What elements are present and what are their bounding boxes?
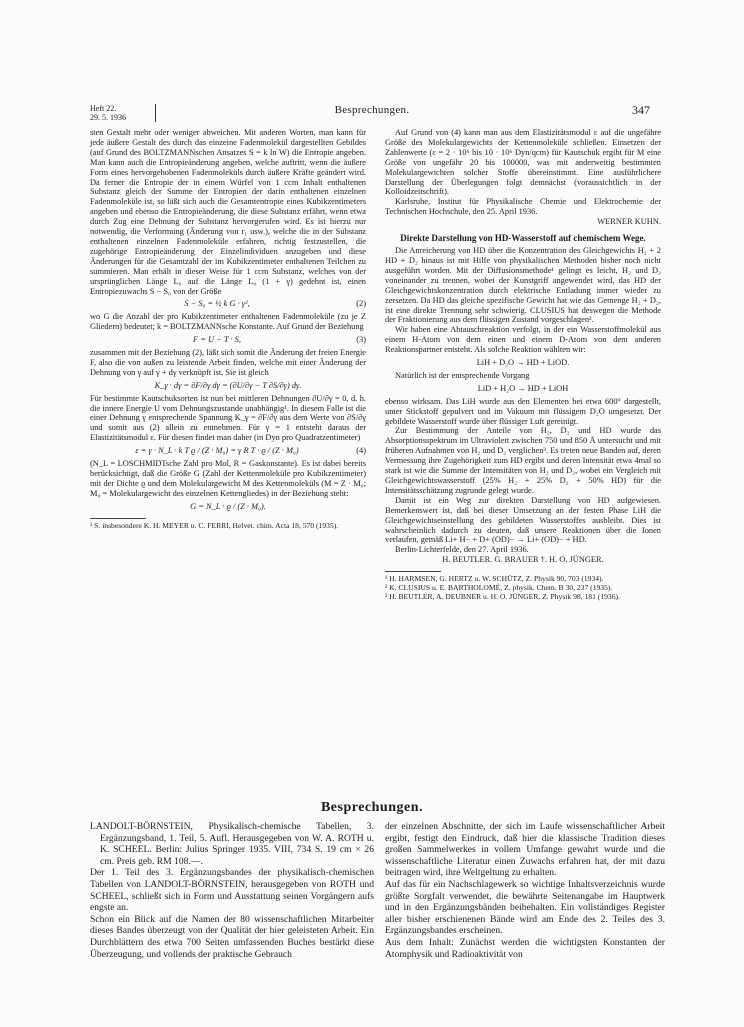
page-number: 347 bbox=[632, 103, 650, 117]
equation-5 bbox=[90, 502, 366, 512]
footnote: ¹ S. insbesondere K. H. MEYER u. C. FERRI, Helvet. chim. Acta 18, 570 (1935). bbox=[90, 520, 339, 530]
author-signature: H. BEUTLER. G. BRAUER †. H. O. JÜNGER. bbox=[442, 555, 604, 565]
author-signature: WERNER KUHN. bbox=[597, 217, 661, 227]
paragraph: Für bestimmte Kautschuksorten ist nun bei mittleren Dehnungen ∂U/∂γ = 0, d. h. die innere Energie U vom Dehnungszustande unabhängig¹. In diesem Falle ist die einer Dehnung γ entsprechende Spannung K_γ = ∂F/∂γ aus dem Werte von ∂S/∂γ und somit aus (2) allein zu entnehmen. Für γ = 1 entsteht daraus der Elastizitätsmodul ε. Für diesen findet man daher (in Dyn pro Quadratzentimeter) bbox=[90, 393, 366, 443]
footnote-rule bbox=[385, 571, 441, 572]
running-title: Besprechungen. bbox=[334, 104, 410, 116]
issue-date: 29. 5. 1936 bbox=[90, 113, 126, 122]
paragraph: ebenso wirksam. Das LiH wurde aus den Elementen bei etwa 600° dargestellt, unter Stickstoff gepulvert und im Vakuum mit flüssigem D₂O umgesetzt. Der gebildete Wasserstoff wurde über flüssiger Luft gereinigt. bbox=[385, 396, 661, 426]
paragraph: Zur Bestimmung der Anteile von H₂, D₂ und HD wurde das Absorptionsspektrum im Ultraviolett zwischen 750 und 850 Å untersucht und mit früheren Aufnahmen von H₂ und D₂ verglichen³. Es treten neue Banden auf, deren Vermessung ihre Zugehörigkeit zum HD ergibt und deren Intensität etwa 4mal so stark ist wie die Summe der Intensitäten von H₂ und D₂, wobei ein Vergleich mit Gleichgewichtswasserstoff (25% H₂ + 25% D₂ + 50% HD) für die Intensitätsschätzung zugrunde gelegt wurde. bbox=[385, 426, 661, 495]
right-column bbox=[385, 128, 661, 602]
paragraph: Auf Grund von (4) kann man aus dem Elastizitätsmodul ε auf die ungefähre Größe des Molekulargewichts der Kettenmoleküle schließen. Einsetzen der Zahlenwerte (ε = 2 · 10⁶ bis 10 · 10⁶ Dyn/qcm) für Kautschuk ergibt für M eine Größe von ungefähr 20 bis 100000, was mit anderweitig bestimmten Molekulargewichten solcher Stoffe übereinstimmt. Eine ausführlichere Darstellung der Überlegungen folgt demnächst (voraussichtlich in der Kolloidzeitschrift). bbox=[385, 128, 661, 197]
paragraph: Karlsruhe, Institut für Physikalische Chemie und Elektrochemie der Technischen Hochschule, den 25. April 1936. bbox=[385, 197, 661, 217]
equation-number: (2) bbox=[356, 299, 366, 309]
review-entry: LANDOLT-BÖRNSTEIN, Physikalisch-chemische Tabellen, 3. Ergänzungsband, 1. Teil, 5. Aufl. Herausgegeben von W. A. ROTH u. K. SCHEEL. Berlin: Julius Springer 1935. VIII, 734 S. 19 cm × 26 cm. Preis geb. RM 108.—. bbox=[90, 821, 374, 867]
paragraph: Wir haben eine Abtauschreaktion verfolgt, in der ein Wasserstoffmolekül aus einem H-Atom von dem einen und einem D-Atom von dem anderen Reaktionspartner entsteht. Als solche Reaktion wählten wir: bbox=[385, 325, 661, 355]
equation-4 bbox=[90, 446, 366, 456]
reaction-2: LiD + H₂O → HD + LiOH bbox=[477, 383, 569, 393]
paragraph: Aus dem Inhalt: Zunächst werden die wichtigsten Konstanten der Atomphysik und Radioaktivität von bbox=[385, 936, 665, 960]
paragraph: wo G die Anzahl der pro Kubikzentimeter enthaltenen Fadenmoleküle (zu je Z Gliedern) bedeutet; k = BOLTZMANNsche Konstante. Auf Grund der Beziehung bbox=[90, 312, 366, 332]
equation-body: S − S₀ = ½ k G · γ², bbox=[184, 299, 250, 309]
equation-k bbox=[90, 381, 366, 391]
equation-2 bbox=[90, 299, 366, 309]
review-left-column bbox=[90, 821, 374, 960]
paragraph: Natürlich ist der entsprechende Vorgang bbox=[395, 370, 530, 380]
paragraph: Die Anreicherung von HD über die Konzentration des Gleichgewichts H₂ + 2 HD + D₂ hinaus ist mit Hilfe von physikalischen Methoden bisher noch nicht ausgeführt worden. Mit der Diffusionsmethode¹ gelingt es leicht, H₂ und D₂ voneinander zu trennen, wobei der Kunstgriff angewendet wird, das HD der Gleichgewichtskonzentration durch elektrische Entladung immer wieder zu zersetzen. Da HD das gleiche spezifische Gewicht hat wie das Gemenge H₂ + D₂, ist eine direkte Trennung sehr schwierig. CLUSIUS hat deswegen die Methode der Fraktionierung aus dem flüssigen Zustand vorgeschlagen². bbox=[385, 246, 661, 325]
equation-number: (4) bbox=[356, 446, 366, 456]
paragraph: sten Gestalt mehr oder weniger abweichen. Mit anderen Worten, man kann für jede äußere Gestalt des durch das einzeine Fadenmolekül dargestellten Gebildes (auf Grund des BOLTZMANNschen Ansatzes S = k ln W) die Entropie angeben. Man kann auch die Entropieänderung angeben, welche auftritt, wenn die äußere Form eines hervorgehobenen Fadenmoleküls durch äußere Kräfte geändert wird. Da ferner die Entropie der in einem Würfel von 1 ccm Inhalt enthaltenen Substanz gleich der Summe der Entropien der darin enthaltenen einzelnen Fadenmoleküle ist, so läßt sich auch die Gesamtentropie eines Kubikzentimeters angeben und ebenso die Entropieänderung, die diese Substanz erfährt, wenn etwa durch Zug eine Dehnung der Substanz hervorgerufen wird. Es ist hierzu nur notwendig, die Verformung (Änderung von r₁ usw.), welche die in der Substanz enthaltenen einzelnen Fadenmoleküle erfahren, richtig festzustellen, die zugehörige Entropieänderung der Einzelindividuen anzugeben und diese Änderungen für die Gesamtzahl der im Kubikzentimeter enthaltenen Teilchen zu summieren. Man erhält in dieser Weise für 1 ccm Substanz, welches von der ursprünglichen Länge L₀ auf die Länge L₀ (1 + γ) gedehnt ist, einen Entropiezuwachs S − S₀ von der Größe bbox=[90, 128, 366, 296]
footnote: ³ H. BEUTLER, A. DEUBNER u. H. O. JÜNGER, Z. Physik 98, 181 (1936). bbox=[385, 591, 620, 601]
equation-body: K_γ · dγ = ∂F/∂γ dγ = (∂U/∂γ − T ∂S/∂γ) dγ. bbox=[154, 380, 302, 390]
section-title: Besprechungen. bbox=[320, 800, 424, 815]
paragraph: Damit ist ein Weg zur direkten Darstellung von HD aufgewiesen. Bemerkenswert ist, daß bei dieser Umsetzung an der festen Phase LiH die Gleichgewichtseinstellung des gebildeten Wasserstoffes ausbleibt. Dies ist wahrscheinlich dadurch zu deuten, daß unsere Reaktionen über die Ionen verlaufen, gemäß Li+ H− + D+ (OD)− → Li+ (OD)− + HD. bbox=[385, 495, 661, 545]
footnote: ¹ H. HARMSEN, G. HERTZ u. W. SCHÜTZ, Z. Physik 90, 703 (1934). bbox=[385, 574, 604, 584]
paragraph: Berlin-Lichterfelde, den 27. April 1936. bbox=[395, 545, 529, 555]
paragraph: Auf das für ein Nachschlagewerk so wichtige Inhaltsverzeichnis wurde größte Sorgfalt verwendet, die bewährte Seitenangabe im Hauptwerk und in den Ergänzungsbänden beibehalten. Ein vollständiges Register aller bisher erschienenen Bände wird am Ende des 2. Teiles des 3. Ergänzungsbandes erscheinen. bbox=[385, 878, 665, 937]
paragraph: Der 1. Teil des 3. Ergänzungsbandes der physikalisch-chemischen Tabellen von LANDOLT-BÖRNSTEIN, herausgegeben von ROTH und SCHEEL, schließt sich in Form und Ausstattung seinen Vorgängern aufs engste an. bbox=[90, 867, 374, 914]
equation-body: F = U − T · S, bbox=[193, 335, 241, 345]
article-heading: Direkte Darstellung von HD-Wasserstoff auf chemischem Wege. bbox=[400, 233, 646, 244]
equation-body: G = N_L · ϱ / (Z · M₀). bbox=[190, 501, 266, 511]
footnote: ² K. CLUSIUS u. E. BARTHOLOMÉ, Z. physik. Chem. B 30, 237 (1935). bbox=[385, 582, 613, 592]
reaction-1: LiH + D₂O → HD + LiOD. bbox=[476, 358, 570, 368]
paragraph: (N_L = LOSCHMIDTsche Zahl pro Mol, R = Gaskonstante). Es ist dabei bereits berücksichtigt, daß die Größe G (Zahl der Kettenmoleküle pro Kubikzentimeter) mit der Dichte ϱ und dem Molekulargewicht M des Kettenmoleküls (M = Z · M₀; M₀ = Molekulargewicht des einzelnen Kettengliedes) in der Beziehung steht: bbox=[90, 459, 366, 498]
equation-number: (3) bbox=[356, 335, 366, 345]
paragraph: der einzelnen Abschnitte, der sich im Laufe wissenschaftlicher Arbeit ergibt, festigt den Eindruck, daß hier die klassische Tradition dieses großen Sammelwerkes in vollem Umfange gewahrt wurde und die wissenschaftliche Literatur einen Zuwachs erfahren hat, der mit dazu beitragen wird, ihre Weltgeltung zu erhalten. bbox=[385, 821, 665, 879]
review-right-column bbox=[385, 821, 665, 960]
equation-3 bbox=[90, 335, 366, 345]
left-column bbox=[90, 128, 366, 530]
equation-body: ε = γ · N_L · k T ϱ / (Z · M₀) = γ R T · ϱ / (Z · M₀) bbox=[135, 446, 299, 456]
footnote-rule bbox=[90, 518, 146, 519]
paragraph: zusammen mit der Beziehung (2), läßt sich somit die Änderung der freien Energie F, also die von außen zu leistende Arbeit finden, welche mit einer Änderung der Dehnung von γ auf γ + dγ verknüpft ist. Sie ist gleich bbox=[90, 348, 366, 377]
paragraph: Schon ein Blick auf die Namen der 80 wissenschaftlichen Mitarbeiter dieses Bandes überzeugt von der Qualität der hier geleisteten Arbeit. Ein Durchblättern des etwa 700 Seiten umfassenden Buches bestärkt diese Überzeugung, und vollends der praktische Gebrauch bbox=[90, 913, 374, 960]
issue-number: Heft 22. bbox=[90, 104, 117, 113]
